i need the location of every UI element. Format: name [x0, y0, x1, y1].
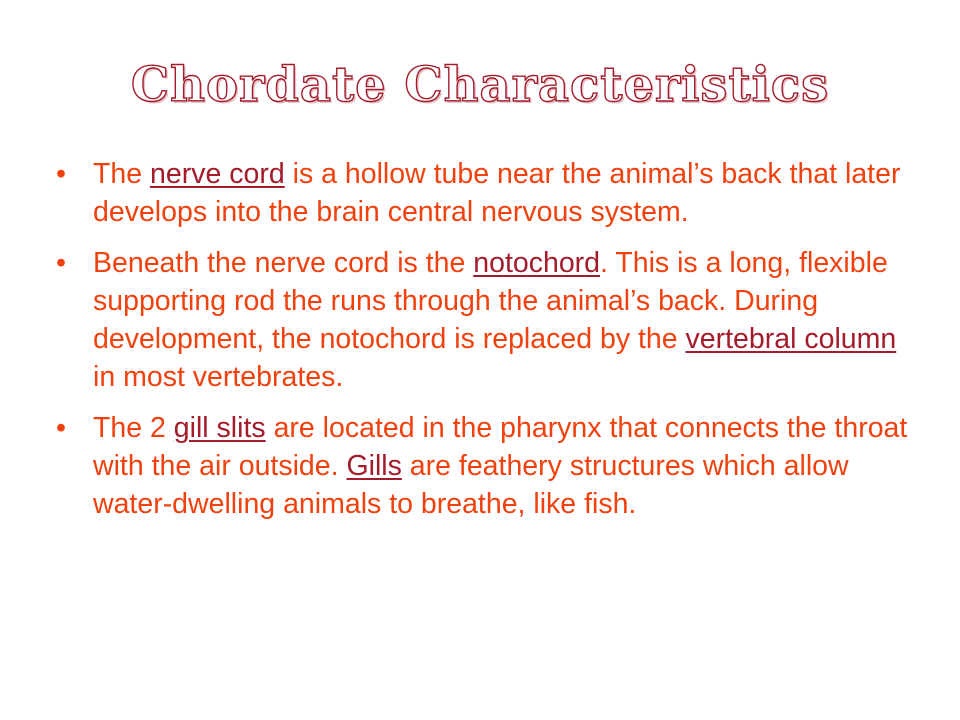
bullet-text: in most vertebrates. — [93, 361, 344, 393]
slide-title: Chordate Characteristics — [130, 57, 830, 113]
term-link-gill-slits[interactable]: gill slits — [173, 412, 266, 444]
term-link-vertebral-column[interactable]: vertebral column — [685, 323, 897, 355]
bullet-dot-icon: • — [56, 412, 66, 444]
bullet-item-nerve-cord — [56, 155, 916, 231]
term-link-gills[interactable]: Gills — [346, 450, 402, 482]
bullet-text: are located in the pharynx that connects the throat with the air outside. — [93, 412, 908, 482]
bullet-item-notochord — [56, 244, 916, 396]
bullet-text: is a hollow tube near the animal’s back that later develops into the brain central nervous system. — [93, 158, 901, 228]
bullet-text: are feathery structures which allow water-dwelling animals to breathe, like fish. — [93, 450, 849, 520]
bullet-text: The 2 — [93, 412, 174, 444]
bullet-text: The — [93, 158, 151, 190]
bullet-list — [56, 155, 916, 536]
bullet-text: . This is a long, flexible supporting rod the runs through the animal’s back. During development, the notochord is replaced by the — [93, 247, 888, 355]
bullet-dot-icon: • — [56, 158, 66, 190]
bullet-item-gill-slits — [56, 409, 916, 523]
bullet-text: Beneath the nerve cord is the — [93, 247, 474, 279]
term-link-nerve-cord[interactable]: nerve cord — [150, 158, 285, 190]
bullet-dot-icon: • — [56, 247, 66, 279]
term-link-notochord[interactable]: notochord — [473, 247, 601, 279]
